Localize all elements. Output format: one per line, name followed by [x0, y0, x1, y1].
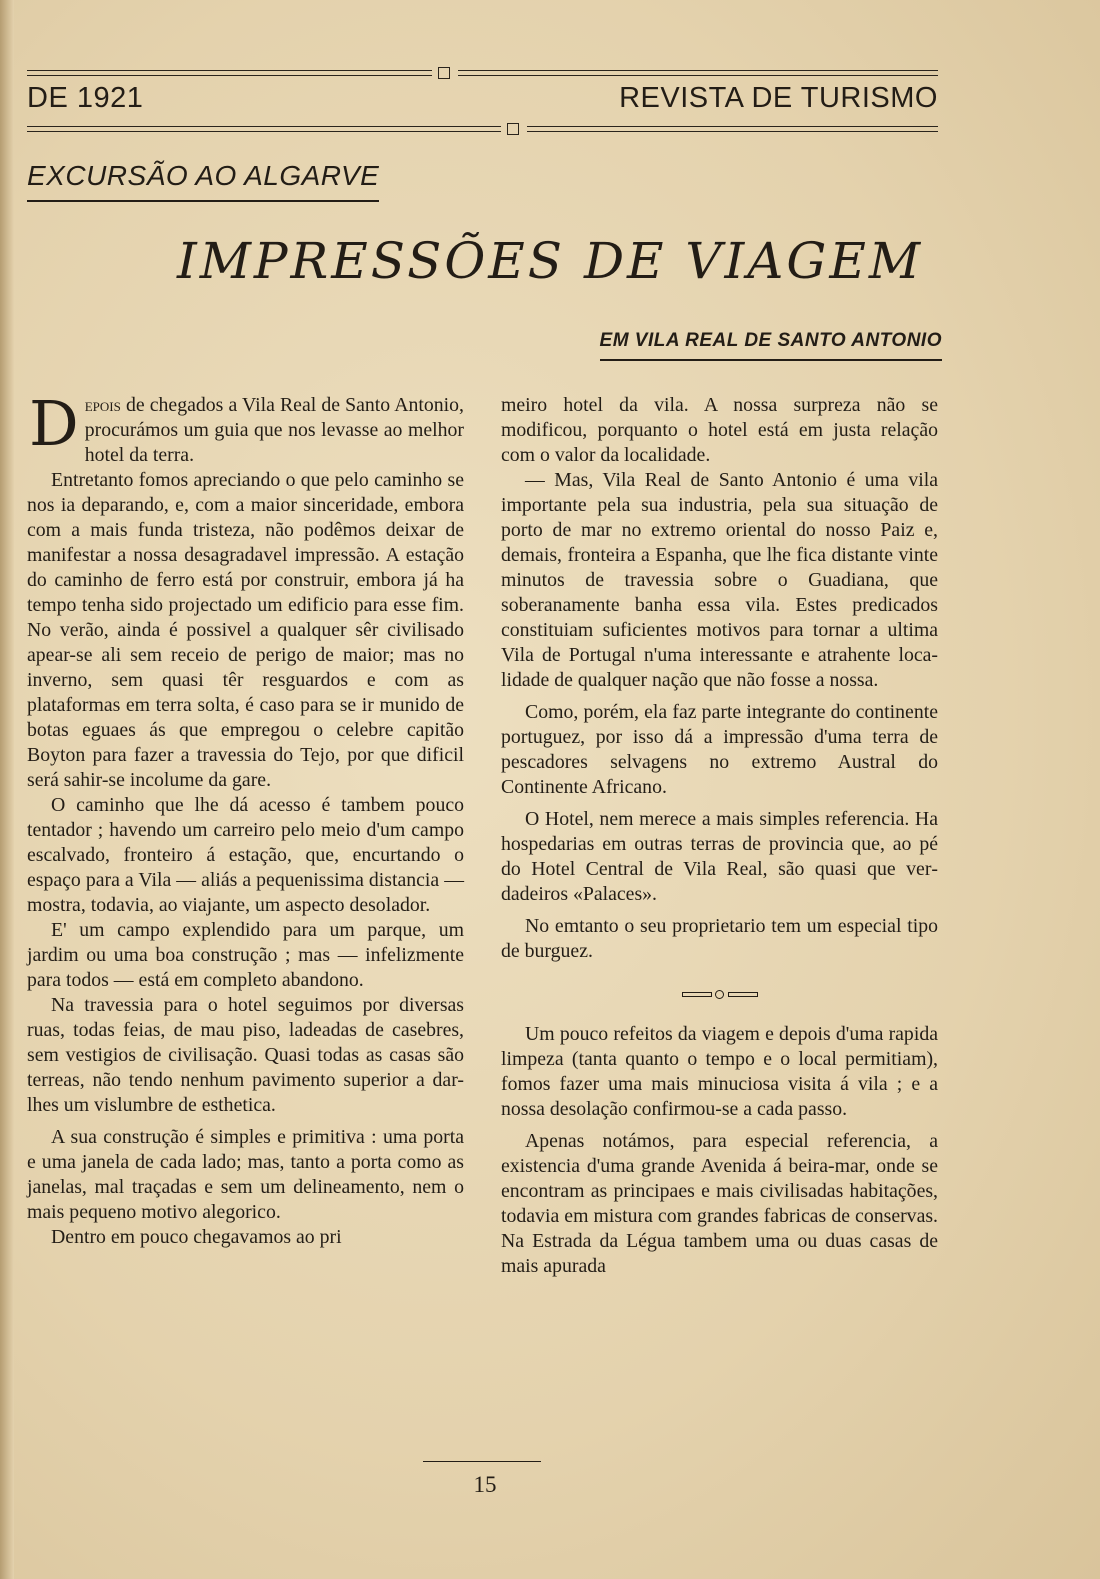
- paragraph: Dentro em pouco chegavamos ao pri: [51, 1226, 342, 1248]
- section-label: EXCURSÃO AO ALGARVE: [27, 160, 379, 202]
- paragraph: Entretanto fomos apreciando o que pelo caminho se nos ia deparando, e, com a maior sinceridade, embora com a mais funda tristeza, não podêmos deixar de manifestar a nossa desagradavel impressão. A estação do caminho de ferro está por construir, embora já ha tempo tenha sido projectado um edificio para esse fim. No verão, ainda é possivel a qualquer sêr civilisado apear-se ali sem receio de perigo de maior; mas no inverno, sem quasi têr resguardos e com as plataformas em terra solta, é caso para se ir munido de botas eguaes ás que empregou o celebre capitão Boyton para fazer a travessia do Tejo, por que dificil será sahir-se incolume da gare.: [27, 469, 464, 791]
- paragraph: Na travessia para o hotel seguimos por diversas ruas, todas feias, de mau piso, ladeadas de casebres, sem vestigios de civilisação. Quasi todas as casas são terreas, não tendo nenhum pavimento superior a dar-lhes um vislumbre de esthetica.: [27, 994, 464, 1116]
- footer-rule: [423, 1461, 541, 1462]
- header-ornament-bottom: [507, 123, 519, 135]
- opening-text: de chegados a Vila Real de Santo Antonio, procurámos um guia que nos levasse ao melhor hotel da terra.: [84, 394, 464, 466]
- header-rule-top-left: [27, 70, 432, 76]
- right-column: [501, 393, 938, 1279]
- opening-word-rest: epois: [84, 395, 121, 416]
- header-publication: REVISTA DE TURISMO: [619, 82, 938, 114]
- paragraph: No emtanto o seu proprietario tem um especial tipo de burguez.: [501, 915, 938, 962]
- header-date: DE 1921: [27, 82, 144, 114]
- divider-bar-right: [728, 992, 758, 997]
- header-rule-bottom-left: [27, 126, 501, 132]
- paragraph: E' um campo explendido para um parque, um jardim ou uma boa construção ; mas — infelizmente para todos — está em completo abandono.: [27, 919, 464, 991]
- header-rule-bottom-right: [527, 126, 938, 132]
- left-column: [27, 387, 464, 1250]
- section-divider-ornament: [682, 990, 758, 1000]
- paragraph: Apenas notámos, para especial referencia, a existencia d'uma grande Avenida á beira-mar, onde se encontram as principaes e mais civilisadas habitações, todavia em mistura com grandes fabricas de conservas. Na Estrada da Légua tambem uma ou duas casas de mais apurada: [501, 1130, 938, 1277]
- divider-dot: [715, 990, 724, 999]
- divider-bar-left: [682, 992, 712, 997]
- article-subtitle: EM VILA REAL DE SANTO ANTONIO: [600, 330, 942, 361]
- paragraph: Um pouco refeitos da viagem e depois d'uma rapida limpeza (tanta quanto o tempo e o local permitiam), fomos fazer uma mais minuciosa visita á vila ; e a nossa desolação confirmou-se a cada passo.: [501, 1023, 938, 1120]
- paragraph: O caminho que lhe dá acesso é tambem pouco tentador ; havendo um carreiro pelo meio d'um campo escalvado, fronteiro á estação, que, encurtando o espaço para a Vila — aliás a pequenissima distancia — mostra, todavia, ao viajante, um aspecto desolador.: [27, 794, 464, 916]
- paragraph: — Mas, Vila Real de Santo Antonio é uma vila importante pela sua industria, pela sua situação de porto de mar no extremo oriental do nosso Paiz e, demais, fronteira a Espanha, que lhe fica distante vinte minutos de travessia sobre o Guadiana, que soberanamente banha essa vila. Estes predicados constituiam suficientes motivos para tornar a ultima Vila de Portugal n'uma interessante e atrahente localidade de qualquer nação que não fosse a nossa.: [501, 469, 938, 691]
- paragraph: meiro hotel da vila. A nossa surpreza não se modificou, porquanto o hotel está em justa relação com o valor da localidade.: [501, 394, 938, 466]
- paragraph: O Hotel, nem merece a mais simples referencia. Ha hospedarias em outras terras de provincia que, ao pé do Hotel Central de Vila Real, são quasi que verdadeiros «Palaces».: [501, 808, 938, 905]
- paragraph: A sua construção é simples e primitiva : uma porta e uma janela de cada lado; mas, tanto a porta como as janelas, mal traçadas e sem um delineamento, nem o mais pequeno motivo alegorico.: [27, 1126, 464, 1223]
- page-number: 15: [473, 1472, 497, 1497]
- header-ornament-top: [438, 67, 450, 79]
- paragraph-opening: [27, 387, 464, 468]
- paragraph: Como, porém, ela faz parte integrante do continente portuguez, por isso dá a impressão d'uma terra de pescadores selvagens no extremo Austral do Continente Africano.: [501, 701, 938, 798]
- header-rule-top-right: [458, 70, 938, 76]
- drop-cap: D: [29, 387, 79, 460]
- article-title: IMPRESSÕES DE VIAGEM: [176, 232, 924, 290]
